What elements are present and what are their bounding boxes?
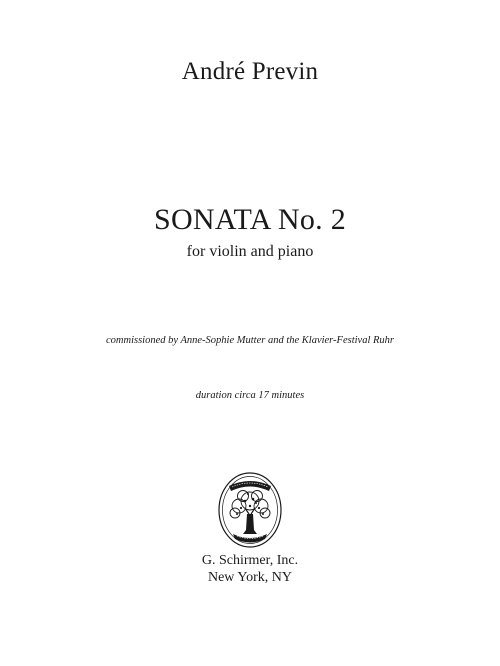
work-title: SONATA No. 2 [153,203,347,236]
schirmer-tree-emblem-icon [215,470,285,550]
commission-note: commissioned by Anne-Sophie Mutter and the Klavier-Festival Ruhr [106,335,394,346]
composer-name: André Previn [181,58,319,85]
publisher-city: New York, NY [207,570,292,585]
instrumentation: for violin and piano [186,243,314,260]
publisher-name: G. Schirmer, Inc. [201,553,299,568]
duration-note: duration circa 17 minutes [195,390,305,401]
